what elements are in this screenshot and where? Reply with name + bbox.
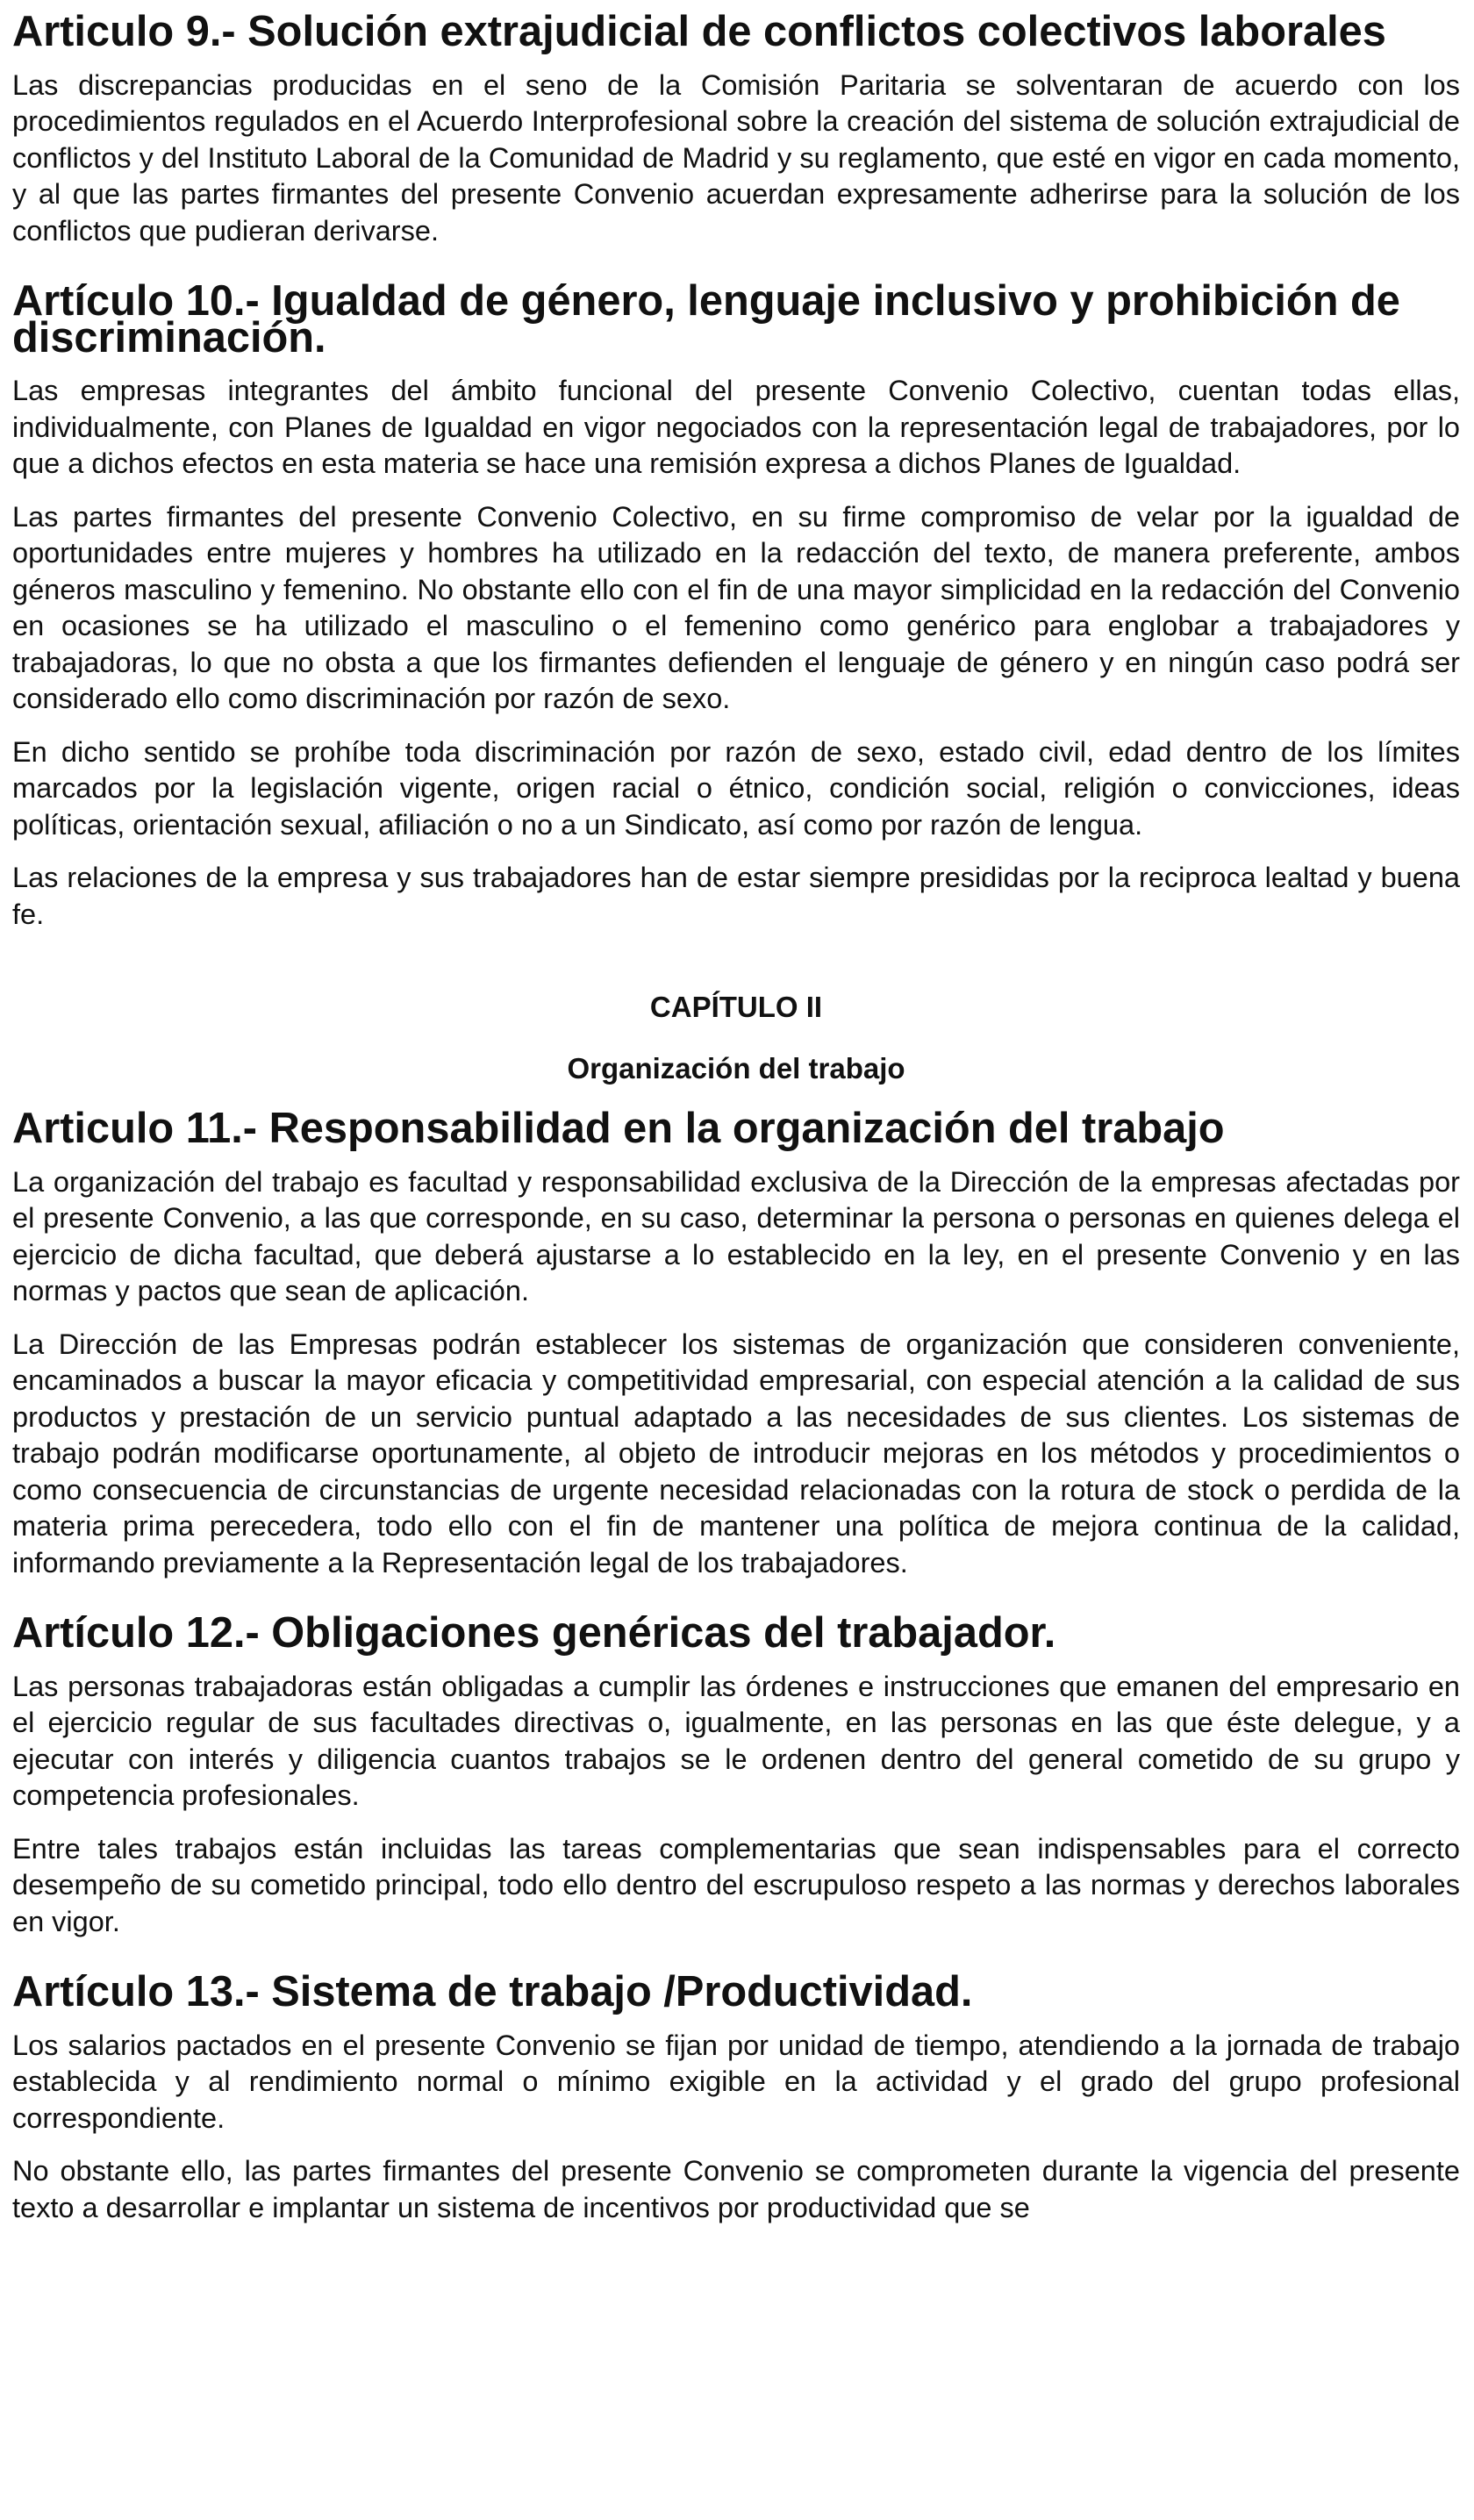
article-10-paragraph-4: Las relaciones de la empresa y sus trabajadores han de estar siempre presididas por la reciproca lealtad y buena fe. — [12, 862, 1460, 930]
article-12-paragraph-1: Las personas trabajadoras están obligadas a cumplir las órdenes e instrucciones que emanen del empresario en el ejercicio regular de sus facultades directivas o, igualmente, en las personas en las que éste delegue, y a ejecutar con interés y diligencia cuantos trabajos se le ordenen dentro del general cometido de su grupo y competencia profesionales. — [12, 1670, 1460, 1811]
article-13-title: Artículo 13.- Sistema de trabajo /Productividad. — [12, 1968, 973, 2015]
article-11-title: Articulo 11.- Responsabilidad en la organización del trabajo — [12, 1105, 1225, 1152]
article-9-title: Articulo 9.- Solución extrajudicial de conflictos colectivos laborales — [12, 8, 1386, 55]
chapter-title: Organización del trabajo — [567, 1051, 905, 1085]
article-9-paragraph-1: Las discrepancias producidas en el seno de la Comisión Paritaria se solventaran de acuerdo con los procedimientos regulados en el Acuerdo Interprofesional sobre la creación del sistema de solución extrajudicial de conflictos y del Instituto Laboral de la Comunidad de Madrid y su reglamento, que esté en vigor en cada momento, y al que las partes firmantes del presente Convenio acuerdan expresamente adherirse para la solución de los conflictos que pudieran derivarse. — [12, 68, 1460, 247]
article-12-title: Artículo 12.- Obligaciones genéricas del trabajador. — [12, 1609, 1056, 1657]
article-11-paragraph-1: La organización del trabajo es facultad y responsabilidad exclusiva de la Dirección de la empresas afectadas por el presente Convenio, a las que corresponde, en su caso, determinar la persona o personas en quienes delega el ejercicio de dicha facultad, que deberá ajustarse a lo establecido en la ley, en el presente Convenio y en las normas y pactos que sean de aplicación. — [12, 1165, 1460, 1307]
article-10-title: Artículo 10.- Igualdad de género, lenguaje inclusivo y prohibición de discriminación. — [12, 277, 1400, 362]
chapter-number: CAPÍTULO II — [649, 991, 823, 1023]
article-10-paragraph-2: Las partes firmantes del presente Convenio Colectivo, en su firme compromiso de velar por la igualdad de oportunidades entre mujeres y hombres ha utilizado en la redacción del texto, de manera preferente, ambos géneros masculino y femenino. No obstante ello con el fin de una mayor simplicidad en la redacción del Convenio en ocasiones se ha utilizado el masculino o el femenino como genérico para englobar a trabajadores y trabajadoras, lo que no obsta a que los firmantes defienden el lenguaje de género y en ningún caso podrá ser considerado ello como discriminación por razón de sexo. — [12, 500, 1460, 714]
article-10-paragraph-3: En dicho sentido se prohíbe toda discriminación por razón de sexo, estado civil, edad dentro de los límites marcados por la legislación vigente, origen racial o étnico, condición social, religión o convicciones, ideas políticas, orientación sexual, afiliación o no a un Sindicato, así como por razón de lengua. — [12, 735, 1460, 841]
article-12-paragraph-2: Entre tales trabajos están incluidas las tareas complementarias que sean indispensables para el correcto desempeño de su cometido principal, todo ello dentro del escrupuloso respeto a las normas y derechos laborales en vigor. — [12, 1832, 1460, 1937]
article-13-paragraph-2: No obstante ello, las partes firmantes del presente Convenio se comprometen durante la vigencia del presente texto a desarrollar e implantar un sistema de incentivos por productividad que se — [12, 2155, 1460, 2223]
article-13-paragraph-1: Los salarios pactados en el presente Convenio se fijan por unidad de tiempo, atendiendo a la jornada de trabajo establecida y al rendimiento normal o mínimo exigible en la actividad y el grado del grupo profesional correspondiente. — [12, 2029, 1460, 2134]
document-page — [12, 0, 1460, 2226]
article-10-paragraph-1: Las empresas integrantes del ámbito funcional del presente Convenio Colectivo, cuentan todas ellas, individualmente, con Planes de Igualdad en vigor negociados con la representación legal de trabajadores, por lo que a dichos efectos en esta materia se hace una remisión expresa a dichos Planes de Igualdad. — [12, 375, 1460, 479]
article-11-paragraph-2: La Dirección de las Empresas podrán establecer los sistemas de organización que consideren conveniente, encaminados a buscar la mayor eficacia y competitividad empresarial, con especial atención a la calidad de sus productos y prestación de un servicio puntual adaptado a las necesidades de sus clientes. Los sistemas de trabajo podrán modificarse oportunamente, al objeto de introducir mejoras en los métodos y procedimientos o como consecuencia de circunstancias de urgente necesidad relacionadas con la rotura de stock o perdida de la materia prima perecedera, todo ello con el fin de mantener una política de mejora continua de la calidad, informando previamente a la Representación legal de los trabajadores. — [12, 1328, 1460, 1579]
